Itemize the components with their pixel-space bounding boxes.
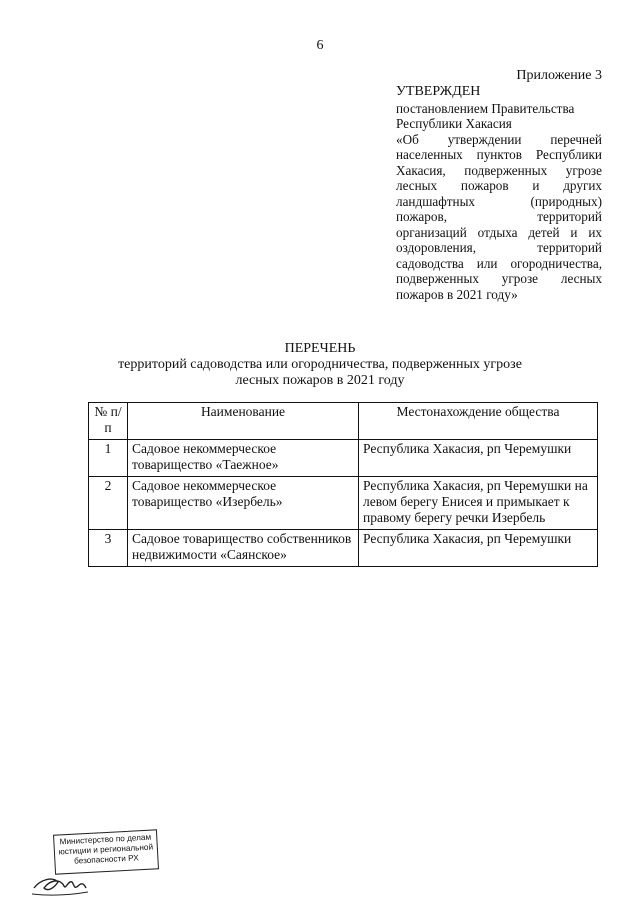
stamp-line: безопасности РХ	[73, 853, 139, 866]
row-name: Садовое некоммерческое товарищество «Изербель»	[128, 477, 359, 530]
row-location: Республика Хакасия, рп Черемушки	[359, 530, 598, 567]
row-name: Садовое товарищество собственников недвижимости «Саянское»	[128, 530, 359, 567]
resolution-title-line: ландшафтных (природных)	[396, 193, 602, 209]
header-num: № п/п	[89, 403, 128, 440]
resolution-title-line: оздоровления, территорий	[396, 240, 602, 255]
signature	[30, 866, 90, 900]
list-subheading: территорий садоводства или огородничества, подверженных угрозе лесных пожаров в 2021 году	[118, 357, 522, 388]
resolution-title-line: подверженных угрозе лесных	[396, 271, 602, 286]
resolution-title-line: Хакасия, подверженных угрозе	[396, 162, 602, 178]
stamp-line: юстиции и региональной	[58, 842, 154, 857]
row-num: 1	[89, 440, 128, 477]
approval-title: УТВЕРЖДЕН	[396, 84, 481, 99]
resolution-title-line: пожаров, территорий	[396, 209, 602, 224]
row-location: Республика Хакасия, рп Черемушки на левом берегу Енисея и примыкает к правому берегу речки Изербель	[359, 477, 598, 530]
table-header-row	[89, 403, 598, 440]
header-name: Наименование	[128, 403, 359, 440]
resolution-title-line: садоводства или огородничества,	[396, 255, 602, 271]
stamp-line: Министерство по делам	[59, 832, 152, 847]
page-number: 6	[316, 38, 324, 53]
table-row	[89, 530, 598, 567]
resolution-title	[396, 132, 602, 303]
table-row	[89, 440, 598, 477]
resolution-title-line: «Об утверждении перечней	[396, 131, 602, 147]
list-heading: ПЕРЕЧЕНЬ	[284, 341, 356, 356]
territories-table	[88, 402, 598, 567]
annex-label: Приложение 3	[516, 68, 602, 83]
approval-line: постановлением Правительства	[396, 100, 575, 116]
row-num: 2	[89, 477, 128, 530]
header-location: Местонахождение общества	[359, 403, 598, 440]
resolution-title-line: лесных пожаров и других	[396, 178, 602, 193]
approval-block	[396, 84, 602, 302]
resolution-title-line: организаций отдыха детей и их	[396, 224, 602, 240]
resolution-title-line: пожаров в 2021 году»	[396, 286, 518, 302]
approval-line: Республики Хакасия	[396, 116, 512, 131]
row-num: 3	[89, 530, 128, 567]
resolution-title-line: населенных пунктов Республики	[396, 147, 602, 162]
row-location: Республика Хакасия, рп Черемушки	[359, 440, 598, 477]
table-row	[89, 477, 598, 530]
row-name: Садовое некоммерческое товарищество «Таежное»	[128, 440, 359, 477]
